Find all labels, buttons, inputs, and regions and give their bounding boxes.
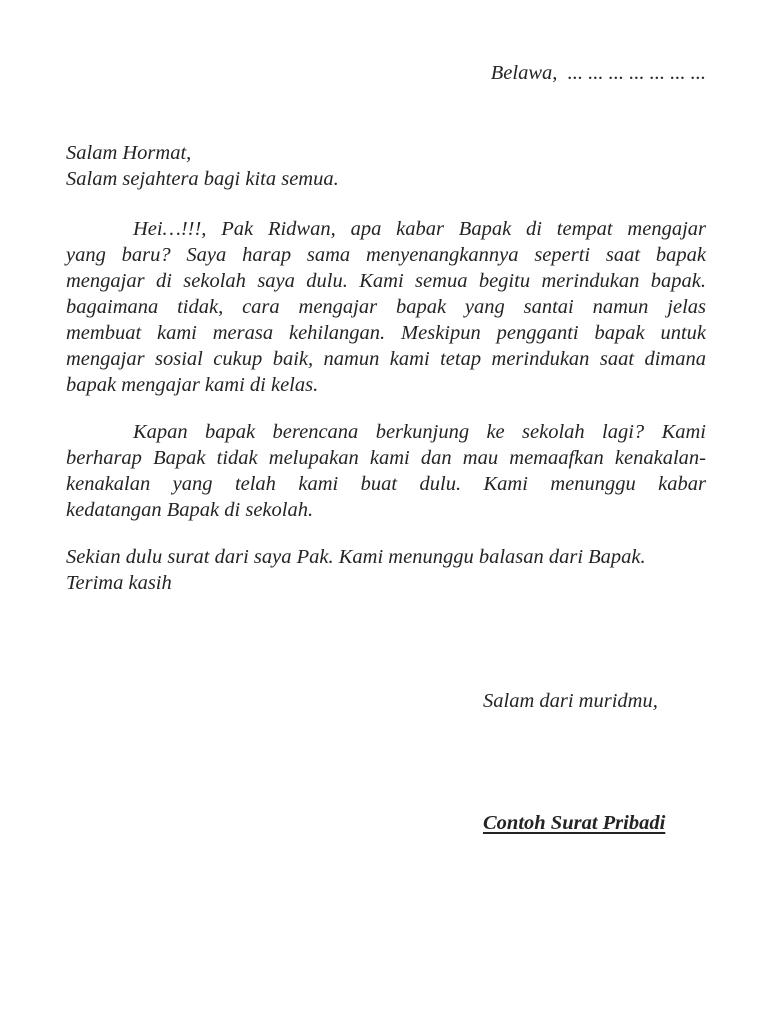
- paragraph-2-line: berharap Bapak tidak melupakan kami dan mau memaafkan kenakalan-: [66, 447, 706, 469]
- salutation-line-1: Salam Hormat,: [66, 142, 192, 164]
- closing-line: Salam dari muridmu,: [483, 690, 658, 712]
- paragraph-1-line: membuat kami merasa kehilangan. Meskipun pengganti bapak untuk: [66, 322, 706, 344]
- letter-title-text: Contoh Surat Pribadi: [483, 812, 666, 834]
- salutation-line-2: Salam sejahtera bagi kita semua.: [66, 168, 339, 190]
- paragraph-1-line: mengajar sosial cukup baik, namun kami tetap merindukan saat dimana: [66, 348, 706, 370]
- paragraph-1-line: mengajar di sekolah saya dulu. Kami semua begitu merindukan bapak.: [66, 270, 706, 292]
- paragraph-1-line: bapak mengajar kami di kelas.: [66, 374, 319, 396]
- letter-title: [483, 810, 706, 836]
- paragraph-1-line: bagaimana tidak, cara mengajar bapak yang santai namun jelas: [66, 296, 706, 318]
- paragraph-1-line: yang baru? Saya harap sama menyenangkannya seperti saat bapak: [66, 244, 706, 266]
- paragraph-2-line: kenakalan yang telah kami buat dulu. Kami menunggu kabar: [66, 473, 706, 495]
- paragraph-1-line: Hei…!!!, Pak Ridwan, apa kabar Bapak di tempat mengajar: [133, 218, 706, 240]
- paragraph-3-line: Sekian dulu surat dari saya Pak. Kami menunggu balasan dari Bapak.: [66, 546, 646, 568]
- paragraph-2: [66, 419, 706, 523]
- paragraph-2-line: Kapan bapak berencana berkunjung ke sekolah lagi? Kami: [133, 421, 706, 443]
- salutation-block: [66, 140, 706, 192]
- paragraph-3-line: Terima kasih: [66, 572, 172, 594]
- paragraph-1: [66, 216, 706, 398]
- paragraph-2-line: kedatangan Bapak di sekolah.: [66, 499, 314, 521]
- dateline: Belawa, ... ... ... ... ... ... ...: [490, 62, 706, 84]
- paragraph-3: [66, 544, 706, 596]
